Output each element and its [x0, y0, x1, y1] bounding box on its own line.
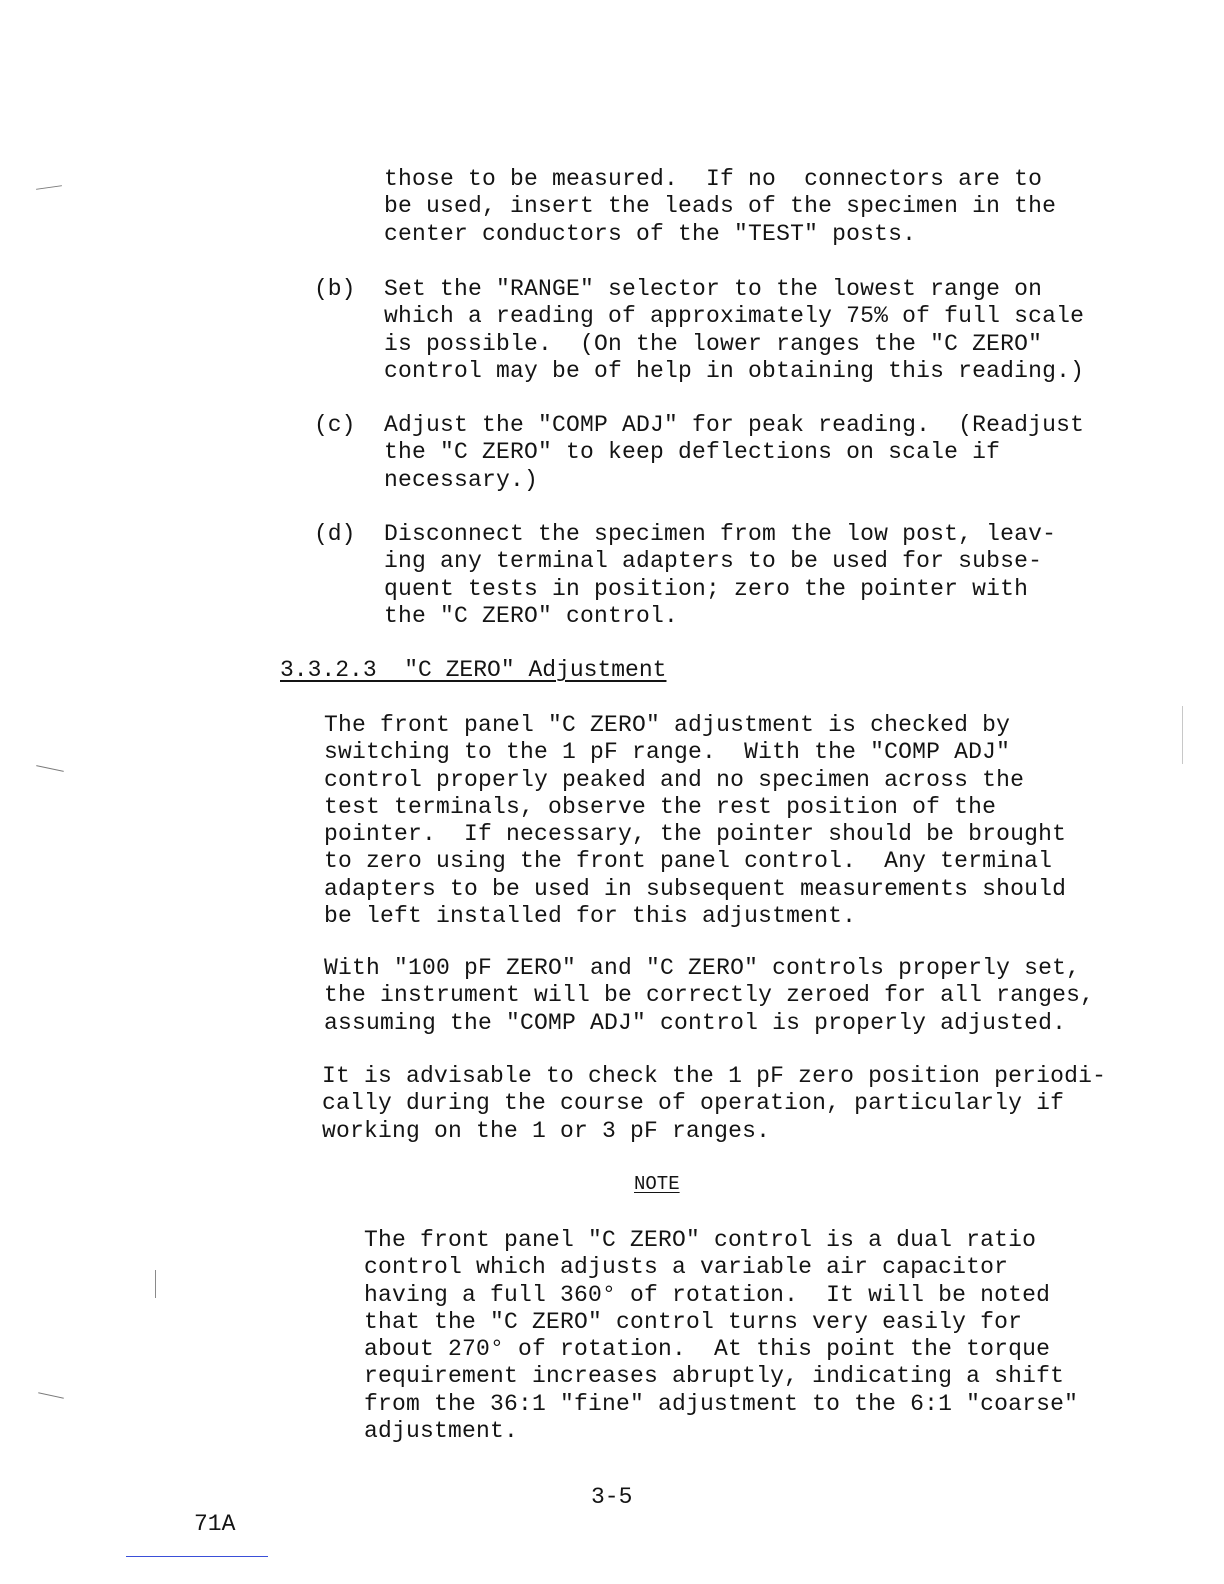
text-line: is possible. (On the lower ranges the "C ZERO" [384, 330, 1043, 357]
text-line: switching to the 1 pF range. With the "COMP ADJ" [324, 739, 1011, 766]
text-line: having a full 360° of rotation. It will be noted [364, 1281, 1051, 1308]
text-line: The front panel "C ZERO" adjustment is checked by [324, 712, 1011, 738]
text-line: center conductors of the "TEST" posts. [384, 220, 917, 247]
text-line: pointer. If necessary, the pointer should be brought [324, 821, 1067, 848]
text-line: adjustment. [364, 1418, 519, 1445]
document-code: 71A [194, 1511, 236, 1537]
paragraph-c-zero-check [324, 712, 1066, 930]
text-line: Set the "RANGE" selector to the lowest range on [384, 276, 1043, 302]
text-line: control may be of help in obtaining this reading.) [384, 357, 1085, 384]
text-line: which a reading of approximately 75% of full scale [384, 303, 1085, 330]
text-line: requirement increases abruptly, indicating a shift [364, 1363, 1065, 1390]
text-line: those to be measured. If no connectors are to [384, 166, 1043, 192]
text-line: necessary.) [384, 466, 539, 493]
section-heading: 3.3.2.3 "C ZERO" Adjustment [280, 657, 667, 683]
text-line: It is advisable to check the 1 pF zero position periodi- [322, 1063, 1107, 1089]
step-b-text [384, 276, 1084, 385]
text-line: control which adjusts a variable air capacitor [364, 1254, 1009, 1281]
text-line: control properly peaked and no specimen across the [324, 766, 1025, 793]
text-line: be left installed for this adjustment. [324, 903, 857, 930]
paragraph-zeroed [324, 955, 1094, 1037]
text-line: about 270° of rotation. At this point the torque [364, 1336, 1051, 1363]
text-line: test terminals, observe the rest position of the [324, 793, 997, 820]
text-line: assuming the "COMP ADJ" control is properly adjusted. [324, 1009, 1067, 1036]
text-line: be used, insert the leads of the specimen in the [384, 193, 1057, 220]
step-b-label: (b) [314, 276, 356, 302]
text-line: from the 36:1 "fine" adjustment to the 6:1 "coarse" [364, 1390, 1079, 1417]
note-title: NOTE [634, 1173, 680, 1195]
margin-mark [36, 185, 62, 190]
text-line: quent tests in position; zero the pointer with [384, 575, 1029, 602]
text-line: ing any terminal adapters to be used for subse- [384, 548, 1043, 575]
page-number: 3-5 [591, 1484, 633, 1510]
text-line: that the "C ZERO" control turns very easily for [364, 1308, 1023, 1335]
text-line: adapters to be used in subsequent measurements should [324, 875, 1067, 902]
margin-mark [38, 1392, 64, 1398]
text-line: working on the 1 or 3 pF ranges. [322, 1117, 771, 1144]
footer-rule [126, 1556, 268, 1557]
margin-bar [155, 1270, 156, 1298]
step-c-text [384, 412, 1084, 494]
text-line: to zero using the front panel control. Any terminal [324, 848, 1053, 875]
text-line: the "C ZERO" control. [384, 602, 679, 629]
text-line: the instrument will be correctly zeroed for all ranges, [324, 982, 1095, 1009]
scan-speck [1182, 706, 1185, 764]
margin-mark [36, 765, 64, 772]
text-line: With "100 pF ZERO" and "C ZERO" controls properly set, [324, 955, 1081, 981]
intro-paragraph [384, 166, 1056, 248]
step-d-label: (d) [314, 521, 356, 547]
note-body [364, 1227, 1078, 1445]
paragraph-advisable [322, 1063, 1106, 1145]
text-line: the "C ZERO" to keep deflections on scale if [384, 439, 1001, 466]
text-line: Adjust the "COMP ADJ" for peak reading. (Readjust [384, 412, 1085, 438]
text-line: Disconnect the specimen from the low post, leav- [384, 521, 1057, 547]
text-line: cally during the course of operation, particularly if [322, 1090, 1065, 1117]
step-c-label: (c) [314, 412, 356, 438]
step-d-text [384, 521, 1056, 630]
text-line: The front panel "C ZERO" control is a dual ratio [364, 1227, 1037, 1253]
